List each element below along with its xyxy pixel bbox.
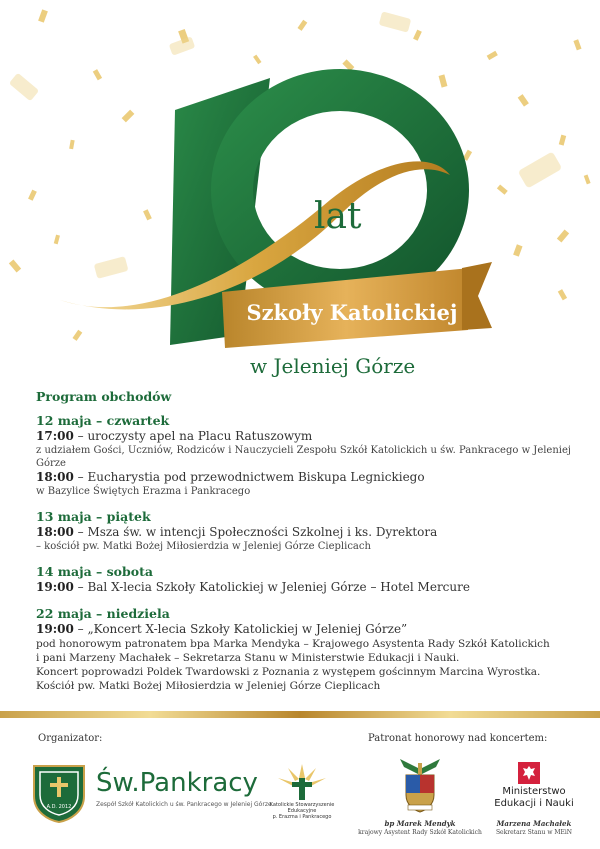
bishop-name: bp Marek Mendyk bbox=[384, 819, 456, 828]
event-row bbox=[36, 580, 576, 595]
event-time: 19:00 bbox=[36, 580, 74, 594]
event-row bbox=[36, 622, 576, 637]
lat-label: lat bbox=[314, 196, 362, 237]
city-subtitle: w Jeleniej Górze bbox=[250, 354, 416, 378]
organizer-label: Organizator: bbox=[38, 733, 103, 744]
event-sub: w Bazylice Świętych Erazma i Pankracego bbox=[36, 486, 251, 497]
event-time: 18:00 bbox=[36, 525, 74, 539]
program-section bbox=[36, 390, 576, 705]
event-row bbox=[36, 429, 576, 444]
day-heading: 13 maja – piątek bbox=[36, 509, 151, 524]
day-block bbox=[36, 565, 576, 595]
secretary-name: Marzena Machałek bbox=[496, 819, 572, 828]
event-text: – „Koncert X-lecia Szkoły Katolickiej w Jeleniej Górze” bbox=[73, 622, 408, 636]
event-time: 18:00 bbox=[36, 470, 74, 484]
day-heading: 12 maja – czwartek bbox=[36, 413, 170, 428]
erazm-caption bbox=[262, 802, 342, 820]
event-row bbox=[36, 525, 576, 540]
bishop-role: krajowy Asystent Rady Szkół Katolickich bbox=[358, 829, 482, 836]
day-block bbox=[36, 414, 576, 498]
event-text: – Bal X-lecia Szkoły Katolickiej w Jeleniej Górze – Hotel Mercure bbox=[73, 580, 470, 594]
day-block bbox=[36, 607, 576, 693]
anniversary-logo bbox=[0, 0, 600, 395]
concert-detail: i pani Marzeny Machałek – Sekretarza Stanu w Ministerstwie Edukacji i Nauki. bbox=[36, 652, 460, 664]
event-text: – Eucharystia pod przewodnictwem Biskupa Legnickiego bbox=[73, 470, 425, 484]
ministry-line: Ministerstwo bbox=[502, 786, 566, 797]
patron-label: Patronat honorowy nad koncertem: bbox=[368, 733, 548, 744]
ministry-name bbox=[494, 786, 574, 810]
event-sub: – kościół pw. Matki Bożej Miłosierdzia w Jeleniej Górze Cieplicach bbox=[36, 541, 371, 552]
pankracy-name: Św.Pankracy bbox=[96, 768, 258, 798]
pankracy-subtitle: Zespół Szkół Katolickich u św. Pankracego w Jeleniej Górze bbox=[96, 801, 272, 808]
event-text: – uroczysty apel na Placu Ratuszowym bbox=[73, 429, 313, 443]
concert-detail: Kościół pw. Matki Bożej Miłosierdzia w Jeleniej Górze Cieplicach bbox=[36, 680, 381, 692]
event-row bbox=[36, 470, 576, 485]
event-text: – Msza św. w intencji Społeczności Szkolnej i ks. Dyrektora bbox=[73, 525, 438, 539]
ministry-line: Edukacji i Nauki bbox=[494, 798, 574, 809]
erazm-caption-line: Katolickie Stowarzyszenie Edukacyjne bbox=[269, 802, 335, 814]
ribbon-title: Szkoły Katolickiej bbox=[246, 300, 458, 325]
bishop-coat-of-arms bbox=[394, 755, 446, 815]
day-block bbox=[36, 510, 576, 553]
gold-divider bbox=[0, 711, 600, 718]
day-heading: 22 maja – niedziela bbox=[36, 606, 170, 621]
concert-detail: Koncert poprowadzi Poldek Twardowski z Poznania z występem gościnnym Marcina Wyrostka. bbox=[36, 666, 541, 678]
shield-text: A.D. 2012 bbox=[46, 804, 72, 810]
event-time: 17:00 bbox=[36, 429, 74, 443]
day-heading: 14 maja – sobota bbox=[36, 564, 153, 579]
secretary-role: Sekretarz Stanu w MEiN bbox=[495, 829, 573, 836]
school-shield-logo bbox=[30, 762, 88, 824]
event-time: 19:00 bbox=[36, 622, 74, 636]
program-title: Program obchodów bbox=[36, 389, 172, 404]
event-sub: z udziałem Gości, Uczniów, Rodziców i Nauczycieli Zespołu Szkół Katolickich u św. Pankracego w Jeleniej Górze bbox=[36, 445, 572, 469]
polish-eagle-icon bbox=[518, 762, 540, 784]
erazm-caption-line: p. Erazma i Pankracego bbox=[272, 814, 332, 820]
concert-detail: pod honorowym patronatem bpa Marka Mendyka – Krajowego Asystenta Rady Szkół Katolickich bbox=[36, 638, 550, 650]
